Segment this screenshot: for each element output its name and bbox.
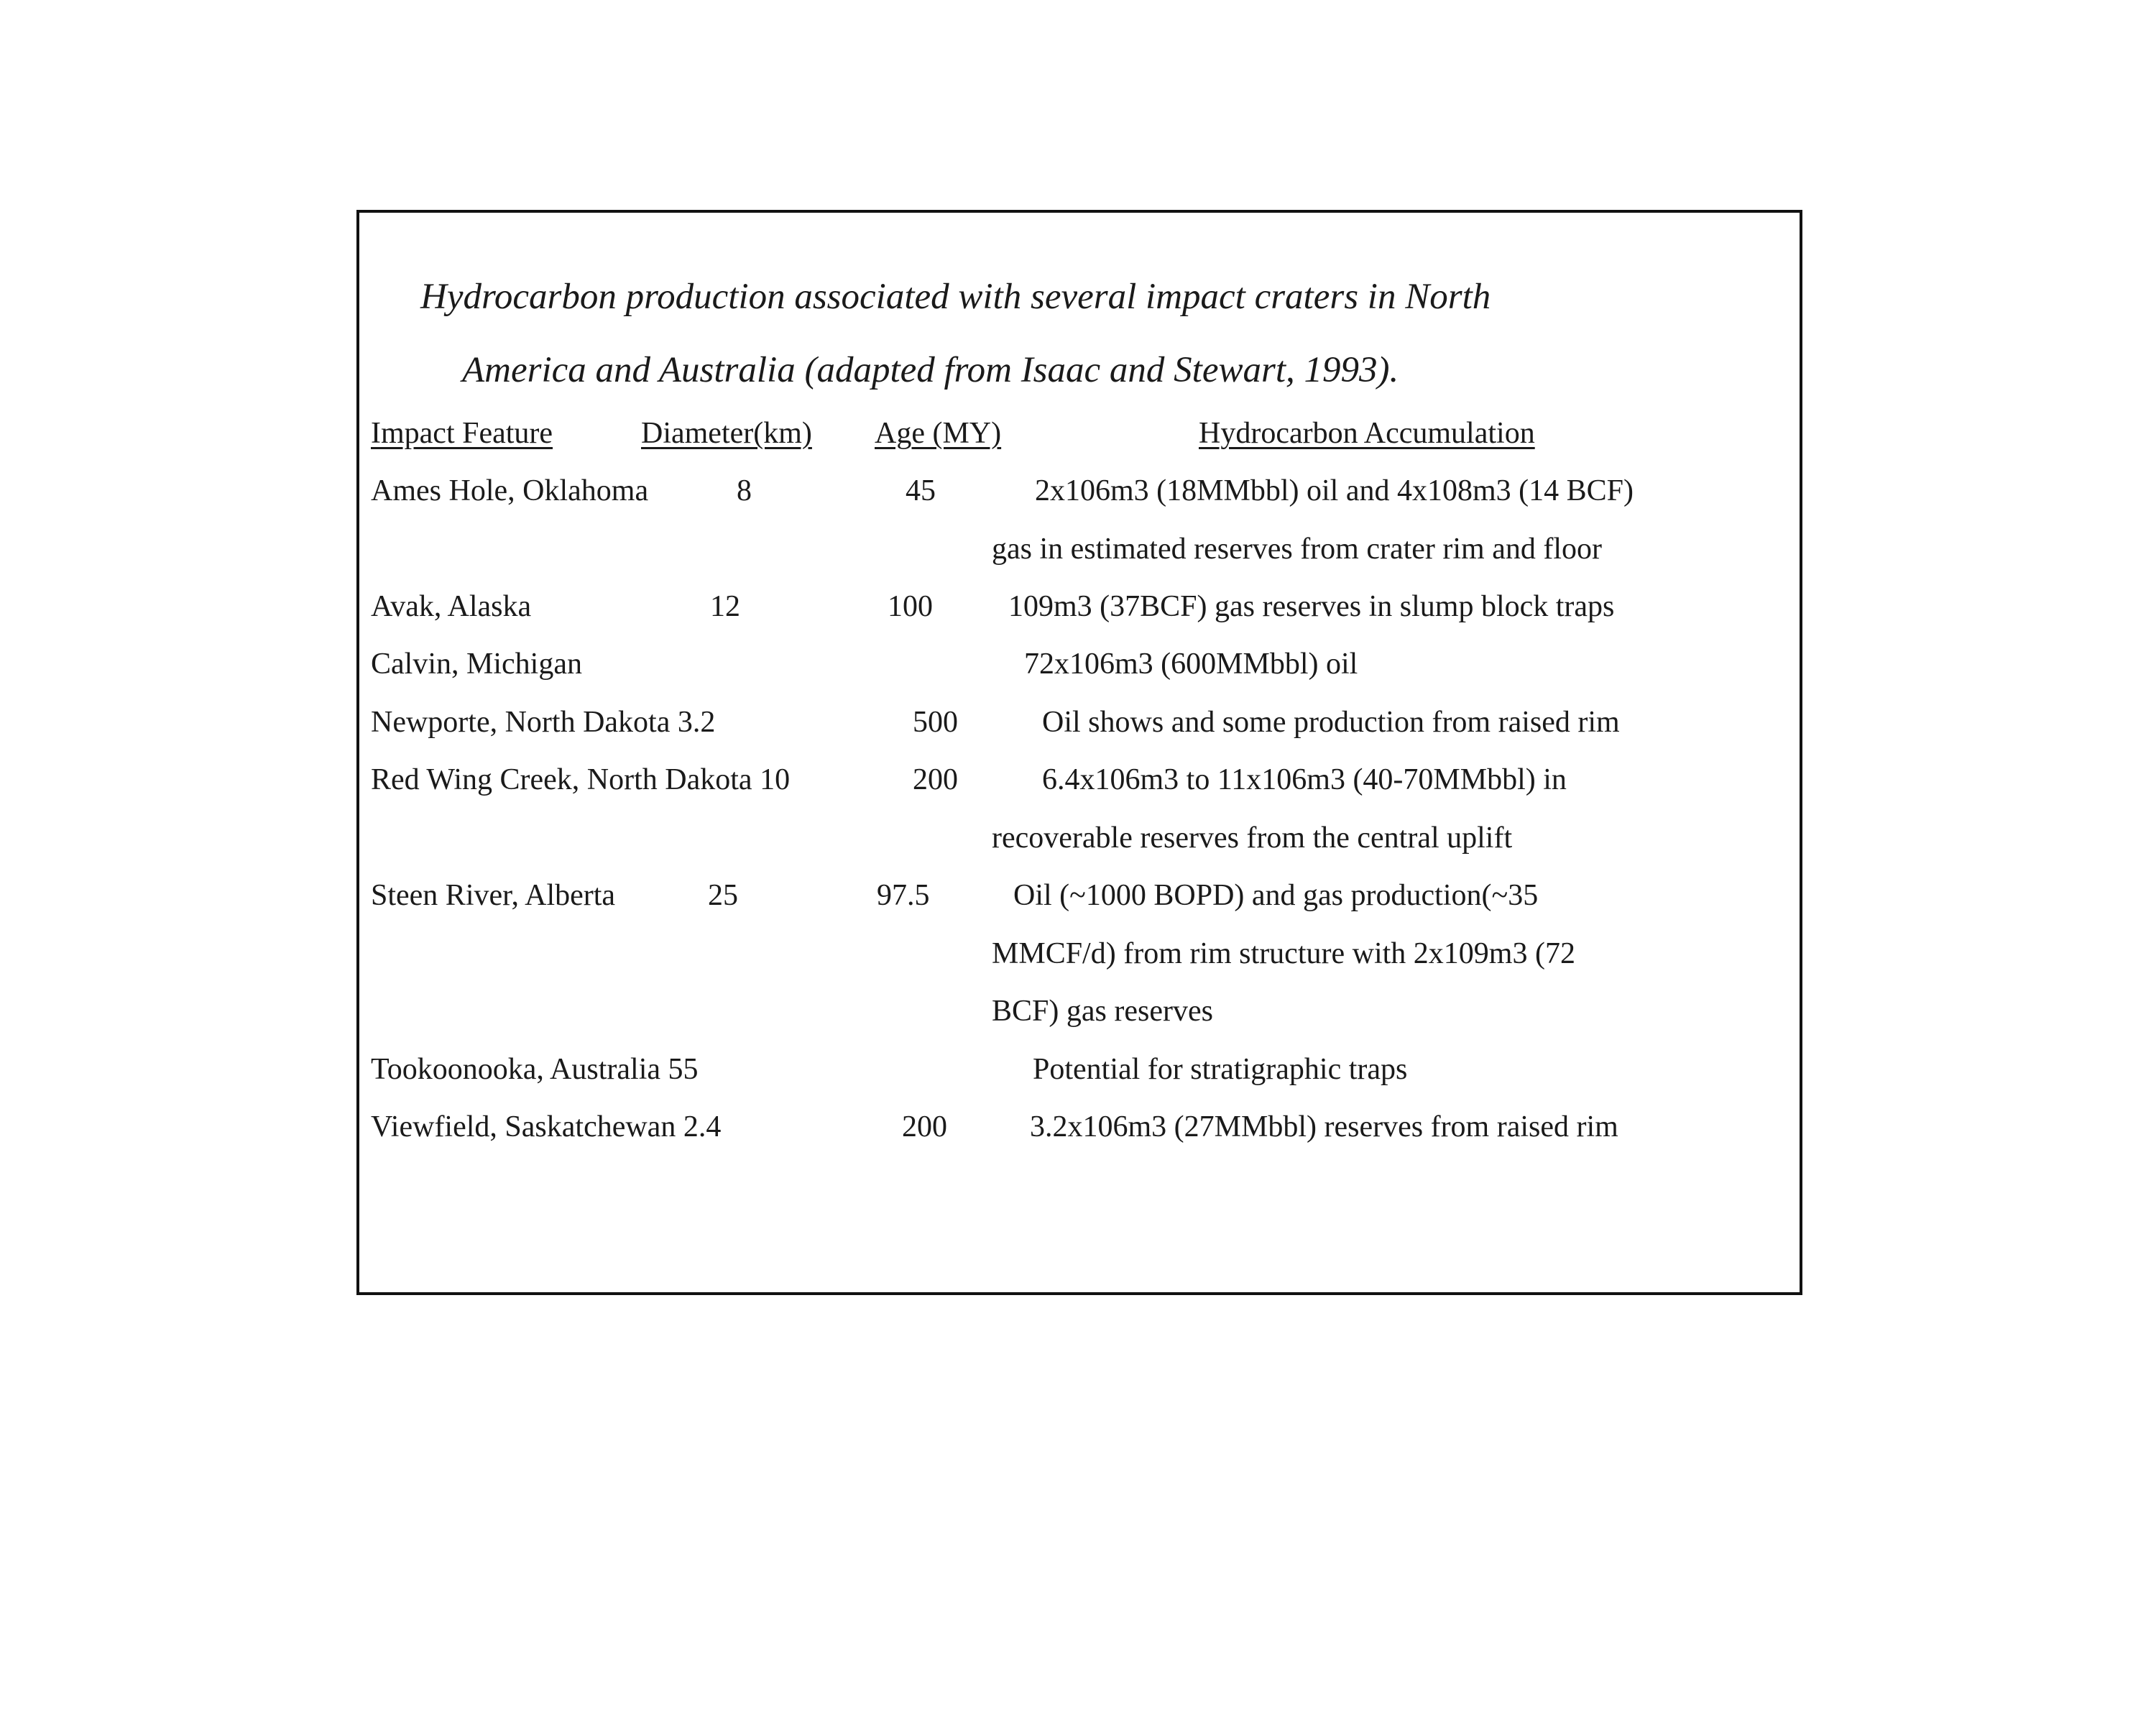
row-accumulation-line: 72x106m3 (600MMbbl) oil [1024, 648, 1358, 681]
row-age: 200 [913, 763, 958, 796]
row-accumulation-line: Potential for stratigraphic traps [1033, 1053, 1408, 1086]
header-age: Age (MY) [875, 417, 1002, 450]
row-feature: Calvin, Michigan [371, 648, 582, 681]
header-hydrocarbon-accumulation: Hydrocarbon Accumulation [1199, 417, 1535, 450]
row-feature: Avak, Alaska [371, 590, 532, 623]
row-accumulation-line: 109m3 (37BCF) gas reserves in slump block traps [1008, 590, 1615, 623]
row-accumulation-line: gas in estimated reserves from crater rim and floor [992, 533, 1603, 566]
row-accumulation-line: 2x106m3 (18MMbbl) oil and 4x108m3 (14 BCF) [1035, 474, 1634, 507]
row-feature: Tookoonooka, Australia 55 [371, 1053, 699, 1086]
row-accumulation-line: Oil shows and some production from raised rim [1042, 706, 1620, 739]
row-diameter: 8 [737, 474, 752, 507]
row-feature: Ames Hole, Oklahoma [371, 474, 649, 507]
row-age: 500 [913, 706, 958, 739]
header-diameter: Diameter(km) [641, 417, 812, 450]
row-accumulation-line: 6.4x106m3 to 11x106m3 (40-70MMbbl) in [1042, 763, 1567, 796]
row-feature: Viewfield, Saskatchewan 2.4 [371, 1110, 722, 1143]
row-accumulation-line: MMCF/d) from rim structure with 2x109m3 (72 [992, 937, 1575, 970]
row-accumulation-line: Oil (~1000 BOPD) and gas production(~35 [1013, 879, 1539, 912]
row-accumulation-line: 3.2x106m3 (27MMbbl) reserves from raised rim [1030, 1110, 1618, 1143]
row-feature: Newporte, North Dakota 3.2 [371, 706, 716, 739]
header-impact-feature: Impact Feature [371, 417, 553, 450]
row-age: 45 [906, 474, 936, 507]
row-age: 97.5 [877, 879, 930, 912]
row-feature: Red Wing Creek, North Dakota 10 [371, 763, 791, 796]
caption-line-1: Hydrocarbon production associated with several impact craters in North [420, 277, 1491, 317]
row-feature: Steen River, Alberta [371, 879, 616, 912]
row-age: 200 [902, 1110, 947, 1143]
caption-line-2: America and Australia (adapted from Isaac and Stewart, 1993). [462, 350, 1399, 390]
row-diameter: 12 [710, 590, 740, 623]
row-accumulation-line: recoverable reserves from the central uplift [992, 821, 1513, 855]
row-age: 100 [888, 590, 933, 623]
row-diameter: 25 [708, 879, 738, 912]
row-accumulation-line: BCF) gas reserves [992, 995, 1213, 1028]
